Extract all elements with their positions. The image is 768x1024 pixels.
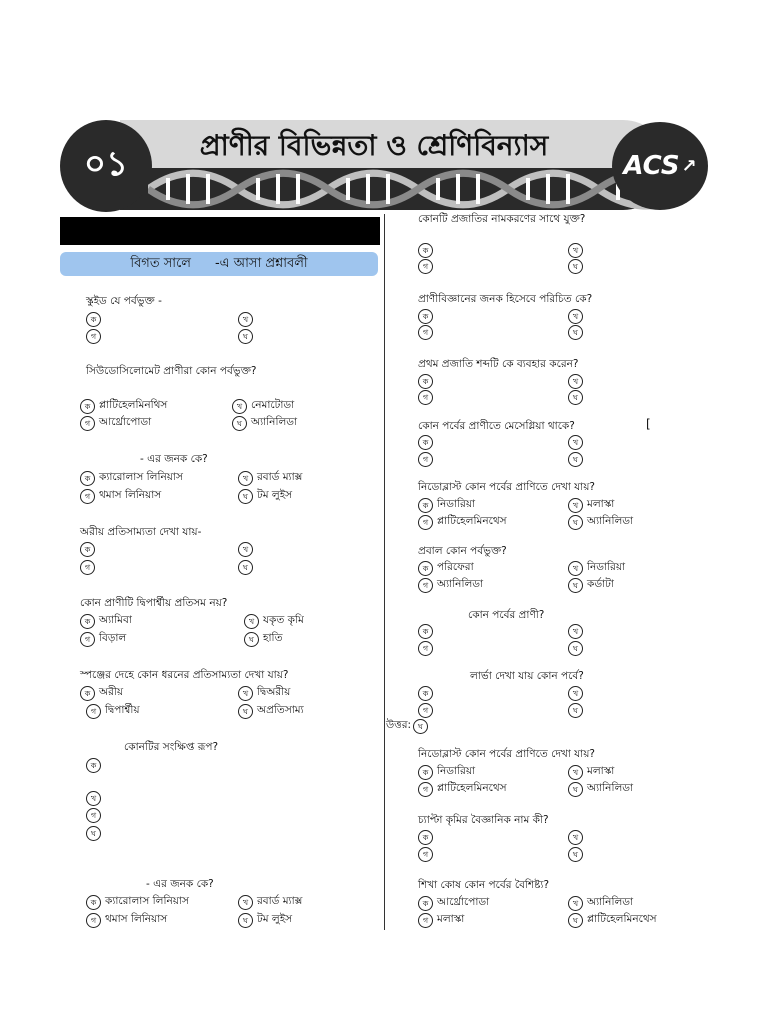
option-marker: ক: [80, 542, 95, 557]
option-marker: ক: [418, 686, 433, 701]
question-text: নিডোব্লাস্ট কোন পর্বের প্রাণিতে দেখা যায়?: [418, 748, 595, 760]
option-marker: ক: [86, 758, 101, 773]
option-marker: গ: [80, 560, 95, 575]
question-text: কোনটির সংক্ষিপ্ত রূপ?: [124, 741, 219, 753]
option-ga[interactable]: [80, 631, 126, 648]
question-text: লার্ভা দেখা যায় কোন পর্বে?: [470, 670, 584, 682]
option-ka[interactable]: [418, 243, 433, 258]
option-marker: গ: [418, 452, 433, 467]
option-marker: খ: [568, 498, 583, 513]
answer-marker: ঘ: [413, 719, 428, 734]
option-marker: ক: [80, 614, 95, 629]
question-text: প্রাণীবিজ্ঞানের জনক হিসেবে পরিচিত কে?: [418, 293, 593, 305]
acs-logo-text: ACS: [623, 151, 680, 181]
option-kha[interactable]: [238, 312, 253, 327]
option-kha[interactable]: [568, 830, 583, 845]
option-marker: গ: [418, 259, 433, 274]
question-text: স্কুইড যে পর্বভুক্ত -: [86, 295, 162, 307]
option-gha[interactable]: [238, 329, 253, 344]
option-label: মলাস্কা: [437, 913, 465, 925]
option-marker: ক: [80, 686, 95, 701]
option-ka[interactable]: [80, 398, 167, 415]
question-text: - এর জনক কে?: [146, 878, 214, 890]
option-kha[interactable]: [238, 470, 302, 487]
option-marker: ক: [418, 243, 433, 258]
option-label: নিডারিয়া: [587, 561, 626, 573]
option-ka[interactable]: [418, 374, 433, 389]
option-gha[interactable]: [568, 912, 657, 929]
option-gha[interactable]: [238, 560, 253, 575]
option-label: থমাস লিনিয়াস: [105, 913, 168, 925]
option-kha[interactable]: [568, 624, 583, 639]
option-marker: গ: [86, 329, 101, 344]
question-text: কোন পর্বের প্রাণী?: [468, 609, 545, 621]
question-text: কোন পর্বের প্রাণীতে মেসেগ্লিয়া থাকে?: [418, 420, 575, 432]
option-ka[interactable]: [418, 560, 474, 577]
option-label: যকৃত কৃমি: [263, 614, 304, 626]
option-marker: গ: [418, 641, 433, 656]
option-label: থমাস লিনিয়াস: [99, 489, 162, 501]
option-kha[interactable]: [568, 764, 614, 781]
section-heading-part-a: বিগত সালে: [130, 255, 191, 271]
answer-prefix: উত্তর:: [386, 719, 412, 731]
option-marker: খ: [568, 435, 583, 450]
option-ga[interactable]: [86, 808, 101, 823]
option-marker: গ: [418, 325, 433, 340]
question-text: কোন প্রাণীটি দ্বিপার্শ্বীয় প্রতিসম নয়?: [80, 597, 228, 609]
option-label: রবার্ড ম্যাক্স: [257, 471, 303, 483]
option-marker: খ: [568, 243, 583, 258]
option-marker: ঘ: [568, 847, 583, 862]
question-text: সিউডোসিলোমেট প্রাণীরা কোন পর্বভুক্ত?: [86, 365, 257, 377]
option-marker: গ: [418, 782, 433, 797]
option-label: অ্যানিলিডা: [437, 578, 484, 590]
option-marker: খ: [238, 686, 253, 701]
option-marker: ক: [86, 312, 101, 327]
dna-helix-graphic: [148, 168, 668, 210]
option-marker: ঘ: [238, 329, 253, 344]
option-ka[interactable]: [418, 830, 433, 845]
option-label: টম লুইস: [257, 913, 293, 925]
option-label: প্লাটিহেলমিনথেস: [587, 913, 657, 925]
option-label: প্লাটিহেলমিনথেস: [437, 782, 507, 794]
option-gha[interactable]: [238, 912, 292, 929]
option-gha[interactable]: [568, 325, 583, 340]
option-marker: গ: [418, 913, 433, 928]
option-label: অপ্রতিসাম্য: [257, 704, 304, 716]
option-ga[interactable]: [418, 847, 433, 862]
option-label: অ্যানিলিডা: [587, 515, 634, 527]
option-marker: ঘ: [238, 489, 253, 504]
option-marker: ক: [86, 895, 101, 910]
option-marker: ক: [418, 374, 433, 389]
option-marker: খ: [238, 895, 253, 910]
option-label: আর্থ্রোপোডা: [437, 896, 490, 908]
option-kha[interactable]: [238, 894, 302, 911]
option-kha[interactable]: [86, 791, 101, 806]
option-gha[interactable]: [86, 826, 101, 841]
option-ga[interactable]: [86, 703, 140, 720]
option-marker: ঘ: [568, 578, 583, 593]
option-marker: গ: [86, 704, 101, 719]
chapter-number-badge: ০১: [60, 120, 152, 212]
option-marker: গ: [86, 913, 101, 928]
option-marker: ক: [80, 399, 95, 414]
option-gha[interactable]: [568, 703, 583, 718]
option-marker: খ: [568, 561, 583, 576]
question-text: অরীয় প্রতিসাম্যতা দেখা যায়-: [80, 526, 202, 538]
option-ka[interactable]: [80, 542, 95, 557]
chapter-banner: [60, 120, 710, 212]
option-label: হাতি: [263, 632, 283, 644]
option-marker: খ: [568, 765, 583, 780]
option-kha[interactable]: [568, 374, 583, 389]
option-label: দ্বিঅরীয়: [257, 686, 291, 698]
option-gha[interactable]: [568, 781, 633, 798]
option-label: ক্যারোলাস লিনিয়াস: [105, 895, 189, 907]
option-kha[interactable]: [244, 613, 304, 630]
option-ka[interactable]: [86, 758, 101, 773]
option-ka[interactable]: [86, 894, 189, 911]
option-gha[interactable]: [232, 415, 297, 432]
option-ga[interactable]: [80, 415, 151, 432]
option-marker: গ: [80, 416, 95, 431]
option-marker: গ: [418, 703, 433, 718]
question-text: কোনটি প্রজাতির নামকরণের সাথে যুক্ত?: [418, 213, 586, 225]
question-text: প্রথম প্রজাতি শব্দটি কে ব্যবহার করেন?: [418, 358, 579, 370]
option-label: মলাস্কা: [587, 498, 615, 510]
option-label: অ্যানিলিডা: [587, 782, 634, 794]
option-ga[interactable]: [418, 325, 433, 340]
question-text: প্রবাল কোন পর্বভুক্ত?: [418, 545, 507, 557]
option-ga[interactable]: [418, 577, 483, 594]
option-marker: ঘ: [568, 259, 583, 274]
option-marker: খ: [568, 309, 583, 324]
option-label: প্লাটিহেলমিনথেস: [437, 515, 507, 527]
question-text: - এর জনক কে?: [140, 453, 208, 465]
option-label: টম লুইস: [257, 489, 293, 501]
option-label: অ্যানিলিডা: [587, 896, 634, 908]
option-marker: ক: [418, 830, 433, 845]
option-marker: ঘ: [568, 515, 583, 530]
option-ga[interactable]: [418, 781, 507, 798]
option-kha[interactable]: [568, 497, 614, 514]
option-marker: গ: [418, 847, 433, 862]
answer-label: [386, 718, 428, 735]
option-marker: খ: [86, 791, 101, 806]
question-text: শিখা কোষ কোন পর্বের বৈশিষ্ট্য?: [418, 879, 550, 891]
option-kha[interactable]: [568, 435, 583, 450]
option-marker: ঘ: [568, 782, 583, 797]
option-marker: ঘ: [568, 452, 583, 467]
option-label: নেমাটোডা: [251, 399, 295, 411]
black-header-bar: [60, 217, 380, 245]
option-label: অ্যানিলিডা: [251, 416, 298, 428]
option-gha[interactable]: [568, 514, 633, 531]
question-text: চ্যাপ্টা কৃমির বৈজ্ঞানিক নাম কী?: [418, 814, 549, 826]
option-kha[interactable]: [568, 895, 633, 912]
option-marker: ঘ: [238, 704, 253, 719]
option-ga[interactable]: [418, 452, 433, 467]
option-marker: ঘ: [238, 560, 253, 575]
option-marker: খ: [232, 399, 247, 414]
chapter-title: প্রাণীর বিভিন্নতা ও শ্রেণিবিন্যাস: [199, 129, 549, 162]
option-kha[interactable]: [568, 309, 583, 324]
option-marker: গ: [80, 632, 95, 647]
option-marker: ঘ: [568, 641, 583, 656]
question-text: নিডোব্লাস্ট কোন পর্বের প্রাণিতে দেখা যায়?: [418, 481, 595, 493]
option-label: আর্থ্রোপোডা: [99, 416, 152, 428]
option-marker: খ: [238, 312, 253, 327]
option-label: প্লাটিহেলমিনথিস: [99, 399, 168, 411]
option-gha[interactable]: [568, 847, 583, 862]
option-label: কর্ডাটা: [587, 578, 614, 590]
option-marker: ঘ: [568, 703, 583, 718]
option-ka[interactable]: [418, 764, 475, 781]
option-ga[interactable]: [418, 912, 464, 929]
option-label: মলাস্কা: [587, 765, 615, 777]
option-kha[interactable]: [232, 398, 294, 415]
option-marker: ক: [418, 435, 433, 450]
option-label: অরীয়: [99, 686, 124, 698]
option-ga[interactable]: [80, 560, 95, 575]
option-ka[interactable]: [86, 312, 101, 327]
option-gha[interactable]: [568, 259, 583, 274]
option-marker: ঘ: [568, 913, 583, 928]
bracket-mark: [: [646, 417, 651, 431]
option-marker: খ: [238, 471, 253, 486]
option-label: অ্যামিবা: [99, 614, 132, 626]
option-label: পরিফেরা: [437, 561, 474, 573]
option-marker: ঘ: [238, 913, 253, 928]
question-text: স্পঞ্জের দেহে কোন ধরনের প্রতিসাম্যতা দেখা যায়?: [80, 669, 289, 681]
option-kha[interactable]: [568, 560, 625, 577]
option-marker: খ: [568, 374, 583, 389]
option-marker: খ: [568, 830, 583, 845]
option-marker: গ: [418, 515, 433, 530]
option-marker: ক: [418, 765, 433, 780]
option-marker: ক: [418, 309, 433, 324]
option-marker: ক: [418, 498, 433, 513]
option-gha[interactable]: [244, 631, 282, 648]
option-ka[interactable]: [418, 497, 475, 514]
option-marker: খ: [238, 542, 253, 557]
option-ka[interactable]: [418, 624, 433, 639]
option-kha[interactable]: [238, 685, 290, 702]
option-kha[interactable]: [568, 686, 583, 701]
option-ga[interactable]: [418, 514, 507, 531]
option-ka[interactable]: [418, 686, 433, 701]
option-marker: ঘ: [244, 632, 259, 647]
option-ga[interactable]: [418, 703, 433, 718]
option-label: নিডারিয়া: [437, 765, 476, 777]
option-kha[interactable]: [568, 243, 583, 258]
section-heading-part-b: -এ আসা প্রশ্নাবলী: [214, 255, 308, 271]
option-ga[interactable]: [418, 641, 433, 656]
option-marker: গ: [80, 489, 95, 504]
option-gha[interactable]: [568, 577, 614, 594]
option-marker: ঘ: [568, 390, 583, 405]
option-label: নিডারিয়া: [437, 498, 476, 510]
option-gha[interactable]: [238, 703, 304, 720]
option-marker: গ: [86, 808, 101, 823]
acs-logo: [612, 122, 708, 210]
option-marker: ক: [418, 896, 433, 911]
option-ga[interactable]: [80, 488, 161, 505]
option-gha[interactable]: [568, 390, 583, 405]
option-gha[interactable]: [238, 488, 292, 505]
option-marker: ক: [80, 471, 95, 486]
option-marker: খ: [244, 614, 259, 629]
option-marker: খ: [568, 624, 583, 639]
option-marker: ঘ: [232, 416, 247, 431]
option-marker: খ: [568, 896, 583, 911]
option-marker: খ: [568, 686, 583, 701]
option-ka[interactable]: [418, 309, 433, 324]
option-label: দ্বিপার্শ্বীয়: [105, 704, 140, 716]
option-marker: ক: [418, 561, 433, 576]
option-label: ক্যারোলাস লিনিয়াস: [99, 471, 183, 483]
option-label: রবার্ড ম্যাক্স: [257, 895, 303, 907]
option-label: বিড়াল: [99, 632, 127, 644]
option-marker: ঘ: [568, 325, 583, 340]
option-ka[interactable]: [80, 685, 123, 702]
arrow-up-right-icon: ↗: [681, 155, 697, 177]
section-heading: [60, 252, 378, 276]
option-marker: গ: [418, 578, 433, 593]
option-ka[interactable]: [80, 470, 183, 487]
option-marker: গ: [418, 390, 433, 405]
option-ga[interactable]: [418, 390, 433, 405]
option-marker: ঘ: [86, 826, 101, 841]
option-ga[interactable]: [86, 329, 101, 344]
option-ga[interactable]: [86, 912, 167, 929]
option-gha[interactable]: [568, 452, 583, 467]
option-ka[interactable]: [418, 895, 489, 912]
column-divider: [384, 214, 385, 930]
option-ga[interactable]: [418, 259, 433, 274]
option-kha[interactable]: [238, 542, 253, 557]
option-gha[interactable]: [568, 641, 583, 656]
option-ka[interactable]: [80, 613, 132, 630]
option-ka[interactable]: [418, 435, 433, 450]
option-marker: ক: [418, 624, 433, 639]
